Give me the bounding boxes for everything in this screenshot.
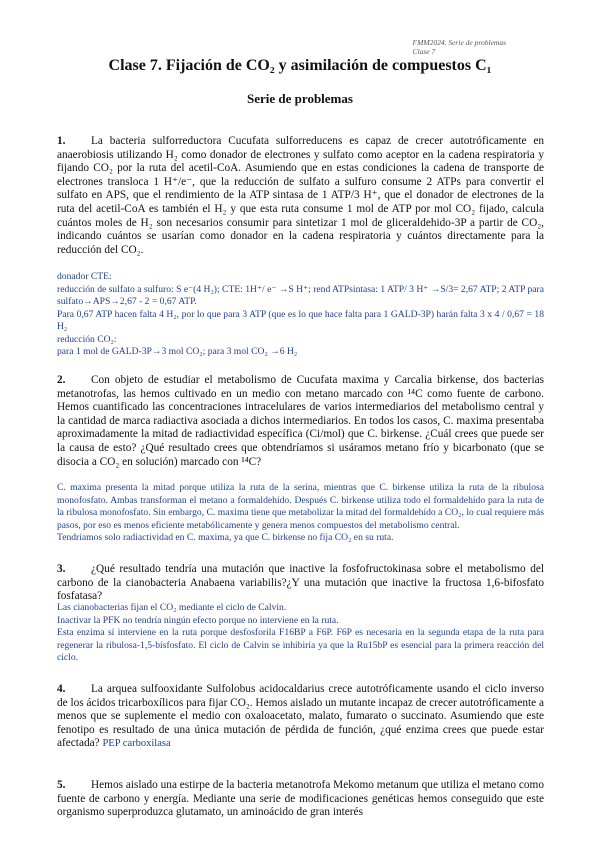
answer-line: para 1 mol de GALD-3P→3 mol CO₂; para 3 mol CO₂ →6 H₂ <box>57 346 298 357</box>
problem-3-answer <box>57 602 544 665</box>
problem-1-statement <box>57 135 544 257</box>
answer-line: Inactivar la PFK no tendría ningún efecto porque no interviene en la ruta. <box>57 614 339 626</box>
answer-line: C. maxima presenta la mitad porque utiliza la ruta de la serina, mientras que C. birkense utiliza la ruta de la ribulosa monofosfato. Ambas transforman el metano a formaldehído. Después C. birkense utiliza todo el formaldehído para la ruta de la ribulosa monofosfato. Sin embargo, C. maxima tiene que metabolizar la mitad del formaldehído a CO₂, lo cual requiere más pasos, por eso es menos eficiente metabólicamente y genera menos compuestos del metabolismo central. <box>57 482 544 531</box>
answer-line: Tendríamos solo radiactividad en C. maxima, ya que C. birkense no fija CO₂ en su ruta. <box>57 532 394 543</box>
problem-3-statement <box>57 563 544 604</box>
document-subtitle: Serie de problemas <box>247 91 353 106</box>
answer-line: PEP carboxilasa <box>102 738 171 750</box>
problem-number: 2. <box>57 374 66 386</box>
problem-text: La bacteria sulforreductora Cucufata sulforreducens es capaz de crecer autotróficamente en anaerobiosis utilizando H₂ como donador de electrones y sulfato como aceptor en la cadena respiratoria y fijando CO₂ por la ruta del acetil-CoA. Asumiendo que en estas condiciones la cadena de transporte de electrones transloca 1 H⁺/e⁻, que la reducción de sulfato a sulfuro consume 2 ATPs para convertir el sulfato en APS, que el rendimiento de la ATP sintasa de 1 ATP/3 H⁺, que el donador de electrones de la ruta del acetil-CoA es también el H₂ y que esta ruta consume 1 mol de ATP por mol CO₂ fijado, calcula cuántos moles de H₂ son necesarios consumir para sintetizar 1 mol de gliceraldehido-3P a partir de CO₂, indicando cuántos se usarían como donador en la cadena respiratoria y cuántos directamente para la reducción del CO₂. <box>57 135 544 256</box>
answer-line: Para 0,67 ATP hacen falta 4 H₂, por lo que para 3 ATP (que es lo que hace falta para 1 GALD-3P) harán falta 3 x 4 / 0,67 = 18 H₂ <box>57 308 544 332</box>
problem-1-answer <box>57 271 544 359</box>
problem-number: 5. <box>57 779 66 791</box>
header-course: FMM2024. Serie de problemas <box>412 38 506 47</box>
answer-line: reducción de sulfato a sulfuro: S e⁻(4 H₂); CTE: 1H⁺/ e⁻ →S H⁺; rend ATPsintasa: 1 ATP/ 3 H⁺ →S/3= 2,67 ATP; 2 ATP para sulfato→APS→2,67 - 2 = 0,67 ATP. <box>57 283 544 307</box>
problem-4-statement <box>57 683 544 751</box>
header-class: Clase 7 <box>412 47 436 56</box>
problem-text: La arquea sulfooxidante Sulfolobus acidocaldarius crece autotróficamente usando el ciclo inverso de los ácidos tricarboxílicos para fijar CO₂. Hemos aislado un mutante incapaz de crecer autotróficamente a menos que se suplemente el medio con oxaloacetato, malato, fumarato o succinato. Asumiendo que este fenotipo es resultado de una única mutación de pérdida de función, ¿qué enzima crees que puede estar afectada? <box>57 683 544 750</box>
answer-line: donador CTE: <box>57 271 112 282</box>
problem-3 <box>57 563 544 604</box>
problem-text: Con objeto de estudiar el metabolismo de Cucufata maxima y Carcalia birkense, dos bacterias metanotrofas, las hemos cultivado en un medio con metano marcado con ¹⁴C como fuente de carbono. Hemos cuantificado las concentraciones intracelulares de varios intermediarios del metabolismo central y la cantidad de marca radiactiva asociada a dichos intermediarios. En todos los casos, C. maxima presentaba aproximadamente la mitad de radiactividad específica (Ci/mol) que C. birkense. ¿Cuál crees que puede ser la causa de esto? ¿Qué resultado crees que obtendríamos si usáramos metano frío y bicarbonato (que se disocia a CO₂ en solución) marcado con ¹⁴C? <box>57 374 544 468</box>
problem-5 <box>57 779 544 820</box>
running-header <box>413 38 506 56</box>
problem-5-statement <box>57 779 544 820</box>
problem-1 <box>57 135 544 257</box>
answer-line: Las cianobacterias fijan el CO₂ mediante el ciclo de Calvin. <box>57 602 287 613</box>
problem-text: Hemos aislado una estirpe de la bacteria metanotrofa Mekomo metanum que utiliza el metano como fuente de carbono y energía. Mediante una serie de modificaciones genéticas hemos conseguido que este organismo superproduzca glutamato, un aminoácido de gran interés <box>57 779 544 819</box>
document-title: Clase 7. Fijación de CO₂ y asimilación de compuestos C₁ <box>108 57 492 74</box>
problem-2-answer <box>57 482 544 545</box>
answer-line: Esta enzima sí interviene en la ruta porque desfosforila F16BP a F6P. F6P es necesaria en la segunda etapa de la ruta para regenerar la ribulosa-1,5-bisfosfato. El ciclo de Calvin se inhibiría ya que la Ru15bP es esencial para la primera reacción del ciclo. <box>57 627 544 663</box>
problem-text: ¿Qué resultado tendría una mutación que inactive la fosfofructokinasa sobre el metabolismo del carbono de la cianobacteria Anabaena variabilis?¿Y una mutación que inactive la fructosa 1,6-bifosfato fosfatasa? <box>57 563 544 603</box>
problem-number: 4. <box>57 683 66 695</box>
problem-2 <box>57 374 544 469</box>
problem-number: 3. <box>57 563 66 575</box>
answer-line: reducción CO₂: <box>57 333 117 345</box>
problem-2-statement <box>57 374 544 469</box>
problem-number: 1. <box>57 135 66 147</box>
problem-4 <box>57 683 544 751</box>
